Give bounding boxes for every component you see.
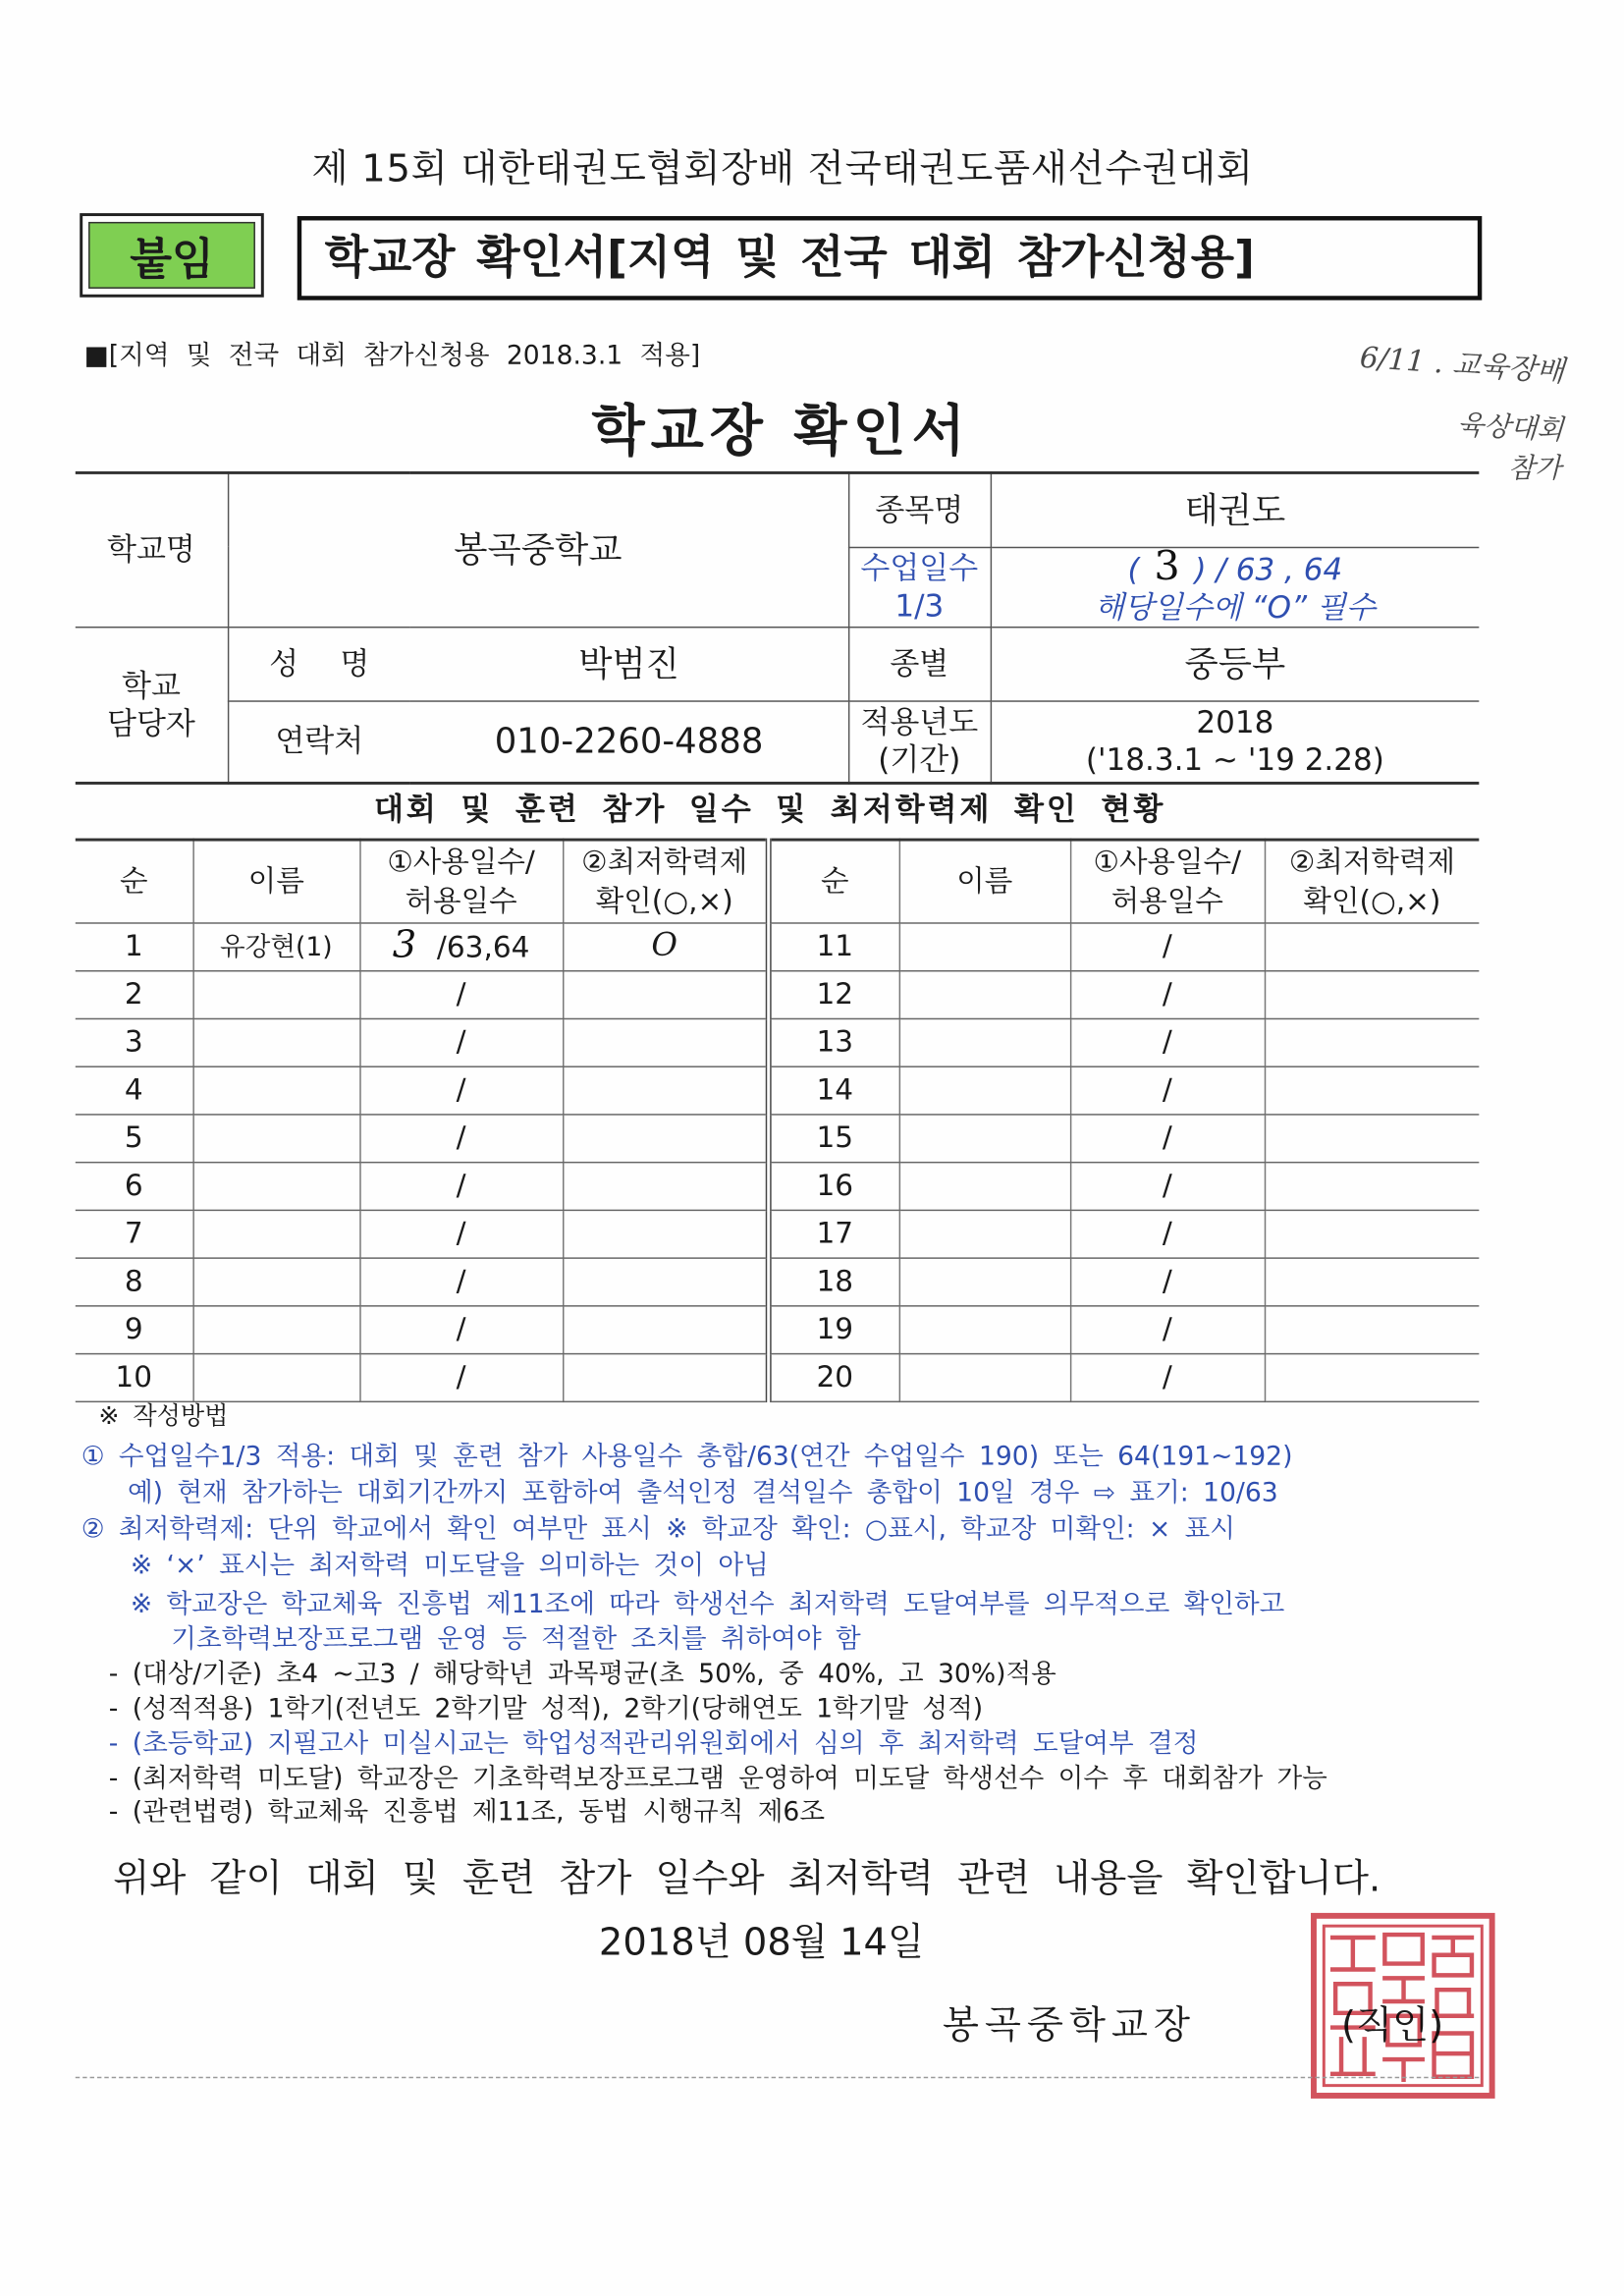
used-days-handwritten: 3 xyxy=(392,922,417,967)
student-name-cell xyxy=(192,970,359,1018)
min-academic-check-cell xyxy=(563,1066,769,1114)
min-academic-check-cell xyxy=(563,922,769,970)
used-days: / xyxy=(456,1167,466,1203)
student-name-cell xyxy=(192,1305,359,1353)
row-number: 8 xyxy=(124,1263,143,1298)
instruction-line: - (성적적용) 1학기(전년도 2학기말 성적), 2학기(당해연도 1학기말 성적) xyxy=(108,1693,984,1724)
status-row xyxy=(76,970,1480,1018)
document-title: 학교장 확인서 xyxy=(591,399,971,464)
used-days-cell xyxy=(359,1305,563,1353)
min-academic-check-cell xyxy=(563,1257,769,1305)
division-label-cell xyxy=(848,627,991,700)
row-number: 10 xyxy=(115,1358,153,1394)
status-row xyxy=(76,1114,1480,1162)
row-number: 13 xyxy=(816,1023,854,1060)
used-days-cell xyxy=(1070,1018,1265,1066)
min-academic-check-cell xyxy=(1265,1066,1480,1114)
min-academic-check-cell xyxy=(563,1018,769,1066)
manager-name: 박범진 xyxy=(578,642,679,684)
row-number-cell xyxy=(769,970,899,1018)
row-number: 19 xyxy=(816,1311,854,1346)
header-used-days-line-2: 허용일수 xyxy=(405,883,517,918)
min-academic-check-cell xyxy=(563,1353,769,1401)
used-days-cell xyxy=(359,1018,563,1066)
student-name-cell xyxy=(899,1066,1070,1114)
student-name-cell xyxy=(192,1066,359,1114)
student-name-cell xyxy=(192,1018,359,1066)
header-min-academic-line-2: 확인(○,×) xyxy=(595,883,733,918)
used-days-cell xyxy=(1070,1210,1265,1258)
instruction-line: - (대상/기준) 초4 ~고3 / 해당학년 과목평균(초 50%, 중 40%, 고 30%)적용 xyxy=(108,1659,1056,1690)
instruction-line: - (최저학력 미도달) 학교장은 기초학력보장프로그램 운영하여 미도달 학생선수 이수 후 대회참가 가능 xyxy=(108,1763,1327,1794)
instruction-line: - (관련법령) 학교체육 진흥법 제11조, 동법 시행규칙 제6조 xyxy=(108,1796,826,1828)
used-days: /63,64 xyxy=(436,928,530,964)
bottom-divider xyxy=(76,2077,1480,2078)
instruction-line: ① 수업일수1/3 적용: 대회 및 훈련 참가 사용일수 총합/63(연간 수업일수 190) 또는 64(191~192) xyxy=(81,1441,1293,1472)
used-days: / xyxy=(1162,928,1172,963)
header-min-academic xyxy=(563,840,769,922)
used-days-cell xyxy=(1070,1066,1265,1114)
lesson-days-note: 해당일수에 “O” 필수 xyxy=(1094,589,1376,625)
instructions-heading: ※ 작성방법 xyxy=(98,1402,229,1432)
row-number-cell xyxy=(76,1257,193,1305)
event-label: 종목명 xyxy=(875,492,964,528)
row-number-cell xyxy=(769,1066,899,1114)
manager-label-line-1: 학교 xyxy=(121,668,181,703)
used-days-cell xyxy=(1070,1162,1265,1210)
participation-status-table xyxy=(76,839,1480,1402)
period-label-cell xyxy=(848,700,991,783)
handwritten-note-line-1: 6/11 . 교육장배 xyxy=(1358,339,1566,389)
school-name-cell xyxy=(228,472,848,627)
row-number: 5 xyxy=(124,1120,143,1155)
lesson-days-label-cell xyxy=(848,547,991,627)
instruction-line: 예) 현재 참가하는 대회기간까지 포함하여 출석인정 결석일수 총합이 10일 경우 ⇨ 표기: 10/63 xyxy=(127,1477,1278,1508)
used-days: / xyxy=(1162,1358,1172,1394)
student-name-cell xyxy=(899,1114,1070,1162)
row-number-cell xyxy=(76,1162,193,1210)
handwritten-note-line-3: 참가 xyxy=(1507,452,1562,485)
period-label-line-2: (기간) xyxy=(878,742,961,778)
header-used-days-line-1: ①사용일수/ xyxy=(387,844,535,879)
confirmation-date: 2018년 08월 14일 xyxy=(598,1921,925,1966)
signer-title: 봉곡중학교장 xyxy=(942,2003,1196,2049)
student-name-cell xyxy=(899,1257,1070,1305)
used-days: / xyxy=(456,1358,466,1394)
student-name-cell xyxy=(192,1114,359,1162)
status-row xyxy=(76,922,1480,970)
used-days-cell xyxy=(359,1257,563,1305)
division-value: 중등부 xyxy=(1184,642,1286,684)
header-used-days-right xyxy=(1070,840,1265,922)
used-days: / xyxy=(456,1023,466,1060)
row-number: 16 xyxy=(816,1167,854,1203)
used-days-cell xyxy=(359,970,563,1018)
school-label-cell xyxy=(76,472,228,627)
min-academic-check-cell xyxy=(1265,922,1480,970)
division-cell xyxy=(991,627,1480,700)
used-days-cell xyxy=(359,1114,563,1162)
header-min-academic-right xyxy=(1265,840,1480,922)
used-days-cell xyxy=(1070,1353,1265,1401)
row-number: 9 xyxy=(124,1311,143,1346)
name-label-cell xyxy=(228,627,410,700)
used-days: / xyxy=(1162,1311,1172,1346)
header-min-academic-line-1: ②최저학력제 xyxy=(581,844,748,879)
used-days-cell xyxy=(359,1162,563,1210)
min-academic-check-cell xyxy=(1265,1305,1480,1353)
min-academic-check-cell xyxy=(1265,970,1480,1018)
school-name: 봉곡중학교 xyxy=(454,529,623,571)
row-number: 15 xyxy=(816,1120,854,1155)
row-number-cell xyxy=(769,1114,899,1162)
info-row xyxy=(76,700,1480,783)
used-days: / xyxy=(456,975,466,1011)
lesson-days-value xyxy=(991,541,1479,590)
status-row xyxy=(76,1162,1480,1210)
row-number-cell xyxy=(76,1305,193,1353)
student-name-cell xyxy=(192,1257,359,1305)
student-name-cell xyxy=(192,1353,359,1401)
min-academic-check-cell xyxy=(563,1305,769,1353)
used-days-cell xyxy=(359,1210,563,1258)
used-days: / xyxy=(1162,1215,1172,1251)
lesson-days-cell xyxy=(991,541,1480,627)
info-row xyxy=(76,627,1480,700)
student-name-cell xyxy=(899,1018,1070,1066)
min-academic-check-cell xyxy=(1265,1353,1480,1401)
used-days: / xyxy=(1162,1120,1172,1155)
status-table-body xyxy=(76,922,1480,1400)
event-cell xyxy=(991,472,1480,546)
used-days-cell xyxy=(1070,922,1265,970)
status-row xyxy=(76,1018,1480,1066)
row-number-cell xyxy=(769,1305,899,1353)
used-days-cell xyxy=(1070,1305,1265,1353)
manager-label-line-2: 담당자 xyxy=(107,705,195,741)
form-title: 학교장 확인서[지역 및 전국 대회 참가신청용] xyxy=(298,216,1483,301)
student-name-cell xyxy=(899,970,1070,1018)
handwritten-note-line-2: 육상대회 xyxy=(1456,409,1565,447)
row-number-cell xyxy=(76,1018,193,1066)
min-academic-check-cell xyxy=(1265,1114,1480,1162)
row-number: 18 xyxy=(816,1263,854,1298)
contact-value: 010-2260-4888 xyxy=(494,721,764,762)
student-name-cell xyxy=(192,1210,359,1258)
header-name-right: 이름 xyxy=(899,840,1070,922)
min-academic-check-cell xyxy=(1265,1162,1480,1210)
row-number-cell xyxy=(769,1257,899,1305)
header-used-days-line-1: ①사용일수/ xyxy=(1093,844,1242,879)
student-name-cell xyxy=(899,1305,1070,1353)
status-row xyxy=(76,1353,1480,1401)
instruction-line: ② 최저학력제: 단위 학교에서 확인 여부만 표시 ※ 학교장 확인: ○표시, 학교장 미확인: × 표시 xyxy=(81,1513,1235,1545)
row-number-cell xyxy=(76,922,193,970)
row-number-cell xyxy=(76,1353,193,1401)
min-academic-check-cell xyxy=(563,970,769,1018)
used-days-cell xyxy=(1070,1114,1265,1162)
lesson-days-totals: ) / 63 , 64 xyxy=(1194,551,1343,587)
row-number-cell xyxy=(76,1066,193,1114)
row-number: 4 xyxy=(124,1071,143,1107)
row-number: 6 xyxy=(124,1167,143,1203)
status-row xyxy=(76,1257,1480,1305)
instruction-line: - (초등학교) 지필고사 미실시교는 학업성적관리위원회에서 심의 후 최저학력 도달여부 결정 xyxy=(108,1728,1199,1760)
row-number: 3 xyxy=(124,1023,143,1060)
row-number-cell xyxy=(769,1018,899,1066)
header-min-academic-line-1: ②최저학력제 xyxy=(1288,844,1455,879)
student-name-cell xyxy=(192,1162,359,1210)
instruction-line: ※ 학교장은 학교체육 진흥법 제11조에 따라 학생선수 최저학력 도달여부를 의무적으로 확인하고 xyxy=(130,1589,1285,1620)
event-label-cell xyxy=(848,472,991,546)
confirmation-statement: 위와 같이 대회 및 훈련 참가 일수와 최저학력 관련 내용을 확인합니다. xyxy=(113,1857,1381,1902)
used-days-cell xyxy=(1070,1257,1265,1305)
period-label-line-1: 적용년도 xyxy=(860,705,979,740)
used-days: / xyxy=(1162,1263,1172,1298)
form-subheading: ■[지역 및 전국 대회 참가신청용 2018.3.1 적용] xyxy=(83,341,701,372)
used-days: / xyxy=(456,1215,466,1251)
used-days: / xyxy=(456,1071,466,1107)
header-no: 순 xyxy=(76,840,193,922)
student-name-cell xyxy=(192,922,359,970)
used-days: / xyxy=(456,1120,466,1155)
name-label: 성 명 xyxy=(269,645,370,682)
header-min-academic-line-2: 확인(○,×) xyxy=(1303,883,1441,918)
contact-label: 연락처 xyxy=(275,724,364,759)
info-row xyxy=(76,472,1480,546)
header-used-days-line-2: 허용일수 xyxy=(1110,883,1223,918)
row-number-cell xyxy=(76,970,193,1018)
used-days-cell xyxy=(1070,970,1265,1018)
division-label: 종별 xyxy=(890,645,949,682)
contact-cell xyxy=(410,700,848,783)
period-cell xyxy=(991,700,1480,783)
row-number: 11 xyxy=(816,928,854,963)
seal-label: (직인) xyxy=(1341,2003,1444,2049)
student-name-cell xyxy=(899,1353,1070,1401)
used-days: / xyxy=(1162,975,1172,1011)
period-range: ('18.3.1 ~ '19 2.28) xyxy=(1085,742,1384,778)
header-no-right: 순 xyxy=(769,840,899,922)
attachment-tag-label: 붙임 xyxy=(88,222,255,289)
row-number: 20 xyxy=(816,1358,854,1394)
row-number-cell xyxy=(769,1162,899,1210)
used-days-cell xyxy=(359,922,563,970)
student-name-cell xyxy=(899,1162,1070,1210)
lesson-days-ratio: 1/3 xyxy=(894,587,945,624)
row-number: 2 xyxy=(124,975,143,1011)
row-number: 14 xyxy=(816,1071,854,1107)
used-days: / xyxy=(456,1263,466,1298)
manager-name-cell xyxy=(410,627,848,700)
row-number-cell xyxy=(769,922,899,970)
row-number-cell xyxy=(76,1210,193,1258)
lesson-days-open-paren: ( xyxy=(1127,551,1140,587)
school-label: 학교명 xyxy=(107,532,195,568)
row-number: 17 xyxy=(816,1215,854,1251)
used-days: / xyxy=(1162,1071,1172,1107)
min-academic-check-mark: O xyxy=(651,928,678,965)
min-academic-check-cell xyxy=(563,1162,769,1210)
status-header-row xyxy=(76,840,1480,922)
row-number-cell xyxy=(769,1353,899,1401)
min-academic-check-cell xyxy=(1265,1210,1480,1258)
instruction-line: 기초학력보장프로그램 운영 등 적절한 조치를 취하여야 함 xyxy=(171,1624,861,1656)
used-days-cell xyxy=(359,1353,563,1401)
attachment-tag xyxy=(80,213,264,298)
min-academic-check-cell xyxy=(1265,1257,1480,1305)
row-number: 12 xyxy=(816,975,854,1011)
student-name-cell xyxy=(899,1210,1070,1258)
contact-label-cell xyxy=(228,700,410,783)
student-name-cell xyxy=(899,922,1070,970)
competition-title: 제 15회 대한태권도협회장배 전국태권도품새선수권대회 xyxy=(311,147,1254,191)
status-row xyxy=(76,1210,1480,1258)
student-name: 유강현(1) xyxy=(219,931,333,962)
min-academic-check-cell xyxy=(1265,1018,1480,1066)
row-number-cell xyxy=(76,1114,193,1162)
lesson-days-label: 수업일수 xyxy=(860,550,979,585)
row-number-cell xyxy=(769,1210,899,1258)
used-days-cell xyxy=(359,1066,563,1114)
status-row xyxy=(76,1305,1480,1353)
lesson-days-handwritten: 3 xyxy=(1154,541,1180,590)
header-name: 이름 xyxy=(192,840,359,922)
min-academic-check-cell xyxy=(563,1114,769,1162)
status-row xyxy=(76,1066,1480,1114)
header-used-days xyxy=(359,840,563,922)
row-number: 7 xyxy=(124,1215,143,1251)
event-value: 태권도 xyxy=(1184,489,1286,531)
used-days: / xyxy=(456,1311,466,1346)
school-seal-stamp xyxy=(1310,1911,1497,2100)
instruction-line: ※ ‘×’ 표시는 최저학력 미도달을 의미하는 것이 아님 xyxy=(130,1550,769,1581)
status-section-title: 대회 및 훈련 참가 일수 및 최저학력제 확인 현황 xyxy=(374,792,1166,827)
used-days: / xyxy=(1162,1167,1172,1203)
used-days: / xyxy=(1162,1023,1172,1060)
manager-label-cell xyxy=(76,627,228,783)
period-year: 2018 xyxy=(1196,705,1274,740)
school-info-table xyxy=(76,471,1480,785)
min-academic-check-cell xyxy=(563,1210,769,1258)
row-number: 1 xyxy=(124,928,143,963)
